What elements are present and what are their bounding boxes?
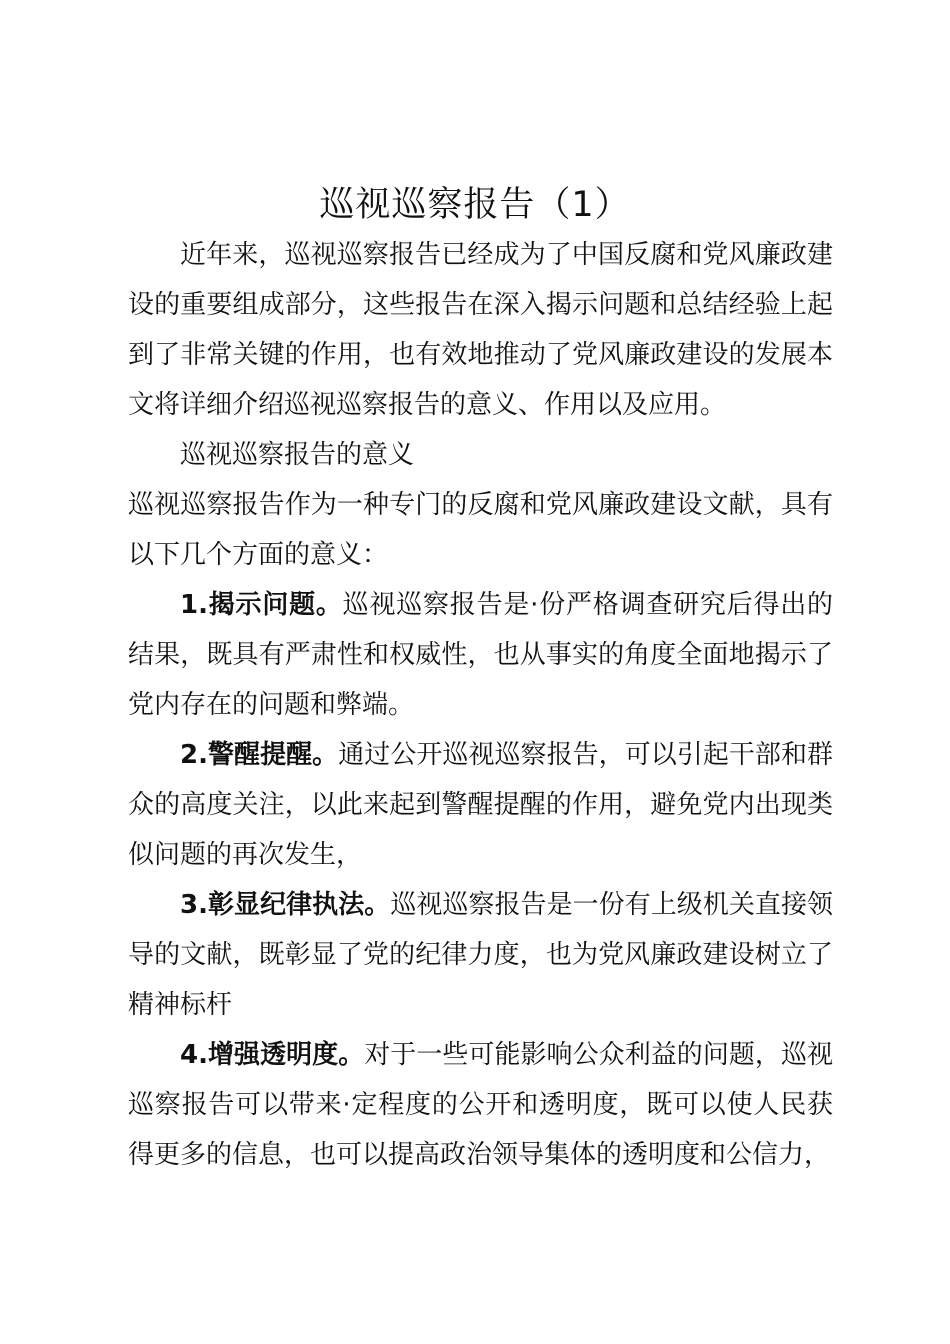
intro-paragraph: 近年来，巡视巡察报告已经成为了中国反腐和党风廉政建设的重要组成部分，这些报告在深入揭示问题和总结经验上起到了非常关键的作用，也有效地推动了党风廉政建设的发展本文将详细介绍巡视巡察报告的意义、作用以及应用。: [128, 240, 833, 420]
point-paragraph-4: [128, 1030, 833, 1180]
document-body: [128, 230, 833, 1180]
point-text: 巡视巡察报告是一份有上级机关直接领导的文献，既彰显了党的纪律力度，也为党风廉政建设树立了精神标杆: [128, 890, 833, 1020]
point-label: 3.彰显纪律执法。: [180, 890, 391, 920]
point-text: 对于一些可能影响公众利益的问题，巡视巡察报告可以带来·定程度的公开和透明度，既可以使人民获得更多的信息，也可以提高政治领导集体的透明度和公信力，: [128, 1040, 833, 1170]
point-text: 通过公开巡视巡察报告，可以引起干部和群众的高度关注，以此来起到警醒提醒的作用，避免党内出现类似问题的再次发生，: [128, 740, 833, 870]
section-lead-paragraph: 巡视巡察报告作为一种专门的反腐和党风廉政建设文献，具有以下几个方面的意义：: [128, 490, 833, 570]
point-label: 4.增强透明度。: [180, 1040, 365, 1070]
point-paragraph-3: [128, 880, 833, 1030]
section-heading: 巡视巡察报告的意义: [180, 440, 415, 470]
document-title: 巡视巡察报告（1）: [319, 185, 631, 225]
point-paragraph-2: [128, 730, 833, 880]
point-label: 1.揭示问题。: [180, 590, 343, 620]
point-text: 巡视巡察报告是·份严格调查研究后得出的结果，既具有严肃性和权威性，也从事实的角度全面地揭示了党内存在的问题和弊端。: [128, 590, 834, 720]
point-label: 2.警醒提醒。: [180, 740, 339, 770]
point-paragraph-1: [128, 580, 833, 730]
